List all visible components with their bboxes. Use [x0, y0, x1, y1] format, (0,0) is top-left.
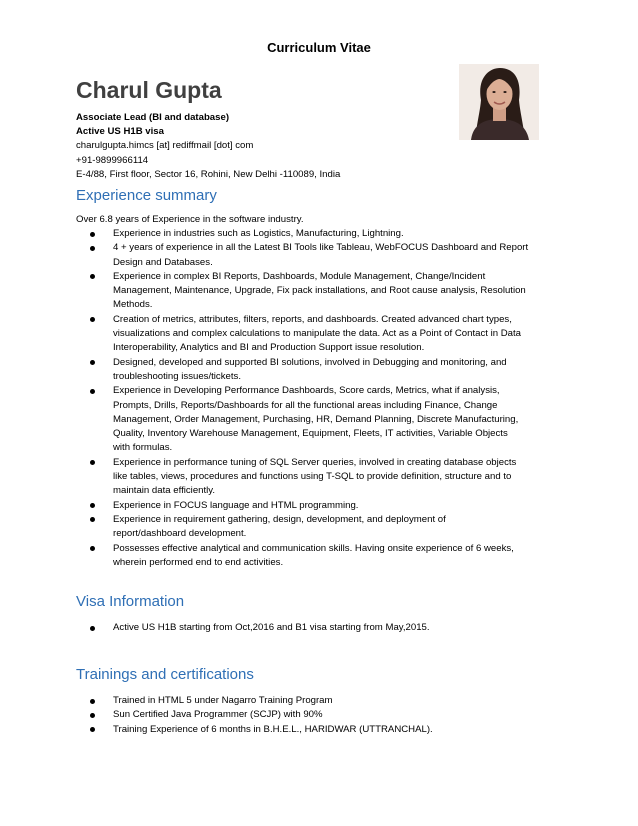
list-item-line: Possesses effective analytical and communication skills. Having onsite experience of 6 weeks,: [113, 542, 514, 554]
postal-address: E-4/88, First floor, Sector 16, Rohini, New Delhi -110089, India: [76, 168, 341, 180]
list-item-line: report/dashboard development.: [113, 528, 247, 540]
visa-heading: Visa Information: [76, 593, 185, 610]
list-item-line: Experience in complex BI Reports, Dashboards, Module Management, Change/Incident: [113, 270, 486, 282]
job-role: Associate Lead (BI and database): [76, 112, 230, 123]
list-item: [88, 313, 568, 356]
list-item-line: Methods.: [113, 299, 153, 311]
list-item: [88, 513, 568, 542]
bullet-icon: [90, 503, 95, 508]
list-item: [88, 621, 568, 635]
candidate-name: Charul Gupta: [76, 77, 222, 103]
list-item: [88, 456, 568, 499]
list-item-line: Quality, Inventory Warehouse Management, Equipment, Fleets, IT activities, Variable Objects: [113, 428, 508, 440]
bullet-icon: [90, 727, 95, 732]
list-item-line: maintain data efficiently.: [113, 485, 216, 497]
bullet-icon: [90, 699, 95, 704]
list-item: [88, 694, 568, 708]
trainings-list: [88, 694, 568, 737]
list-item: [88, 499, 568, 513]
bullet-icon: [90, 713, 95, 718]
list-item-line: Design and Databases.: [113, 256, 213, 268]
list-item-line: Experience in requirement gathering, design, development, and deployment of: [113, 513, 446, 525]
list-item: [88, 708, 568, 722]
experience-list: [88, 227, 568, 570]
list-item: [88, 270, 568, 313]
bullet-icon: [90, 517, 95, 522]
bullet-icon: [90, 360, 95, 365]
bullet-icon: [90, 626, 95, 631]
bullet-icon: [90, 274, 95, 279]
visa-list: [88, 621, 568, 635]
list-item-line: Experience in FOCUS language and HTML programming.: [113, 499, 359, 511]
trainings-heading: Trainings and certifications: [76, 666, 254, 683]
list-item-line: Trained in HTML 5 under Nagarro Training Program: [113, 695, 333, 706]
bullet-icon: [90, 246, 95, 251]
list-item-line: visualizations and complex calculations to manipulate the data. Act as a Point of Contact in Data: [113, 328, 521, 340]
portrait-picture: [459, 64, 539, 140]
list-item-line: Experience in industries such as Logistics, Manufacturing, Lightning.: [113, 228, 404, 239]
list-item-line: Active US H1B starting from Oct,2016 and B1 visa starting from May,2015.: [113, 622, 430, 633]
list-item-line: Creation of metrics, attributes, filters, reports, and dashboards. Created advanced chart types,: [113, 313, 512, 325]
contact-header: [76, 76, 476, 182]
visa-status: Active US H1B visa: [76, 126, 164, 138]
phone-number: +91-9899966114: [76, 154, 149, 166]
list-item-line: Sun Certified Java Programmer (SCJP) with 90%: [113, 709, 323, 721]
list-item-line: Interoperability, Analytics and BI and Production Support issue resolution.: [113, 342, 425, 354]
list-item-line: Prompts, Drills, Reports/Dashboards for all the functional areas including Finance, Change: [113, 399, 498, 411]
list-item: [88, 356, 568, 385]
list-item: [88, 241, 568, 270]
bullet-icon: [90, 460, 95, 465]
list-item: [88, 227, 568, 241]
list-item-line: like tables, views, procedures and functions using T-SQL to provide definition, structure and to: [113, 471, 512, 483]
bullet-icon: [90, 317, 95, 322]
list-item-line: Designed, developed and supported BI solutions, involved in Debugging and monitoring, and: [113, 356, 507, 368]
list-item-line: Management, Maintenance, Upgrade, Fix pack installations, and Root cause analysis, Resolution: [113, 285, 526, 297]
list-item-line: wherein performed end to end activities.: [113, 556, 284, 568]
list-item-line: troubleshooting issues/tickets.: [113, 370, 241, 382]
list-item-line: Management, Order Management, Purchasing, HR, Demand Planning, Discrete Manufacturing,: [113, 413, 519, 425]
experience-heading: Experience summary: [76, 187, 217, 204]
experience-intro: Over 6.8 years of Experience in the software industry.: [76, 214, 304, 225]
list-item-line: Experience in Developing Performance Dashboards, Score cards, Metrics, what if analysis,: [113, 385, 500, 397]
bullet-icon: [90, 389, 95, 394]
list-item: [88, 723, 568, 737]
profile-photo: [459, 64, 539, 140]
list-item: [88, 384, 568, 455]
bullet-icon: [90, 546, 95, 551]
list-item-line: Experience in performance tuning of SQL Server queries, involved in creating database objects: [113, 456, 517, 468]
email-address: charulgupta.himcs [at] rediffmail [dot] com: [76, 140, 254, 152]
list-item-line: Training Experience of 6 months in B.H.E.L., HARIDWAR (UTTRANCHAL).: [113, 723, 433, 735]
list-item-line: with formulas.: [113, 442, 173, 454]
list-item-line: 4 + years of experience in all the Latest BI Tools like Tableau, WebFOCUS Dashboard and Report: [113, 242, 529, 254]
document-title: Curriculum Vitae: [267, 40, 371, 55]
bullet-icon: [90, 232, 95, 237]
list-item: [88, 542, 568, 571]
